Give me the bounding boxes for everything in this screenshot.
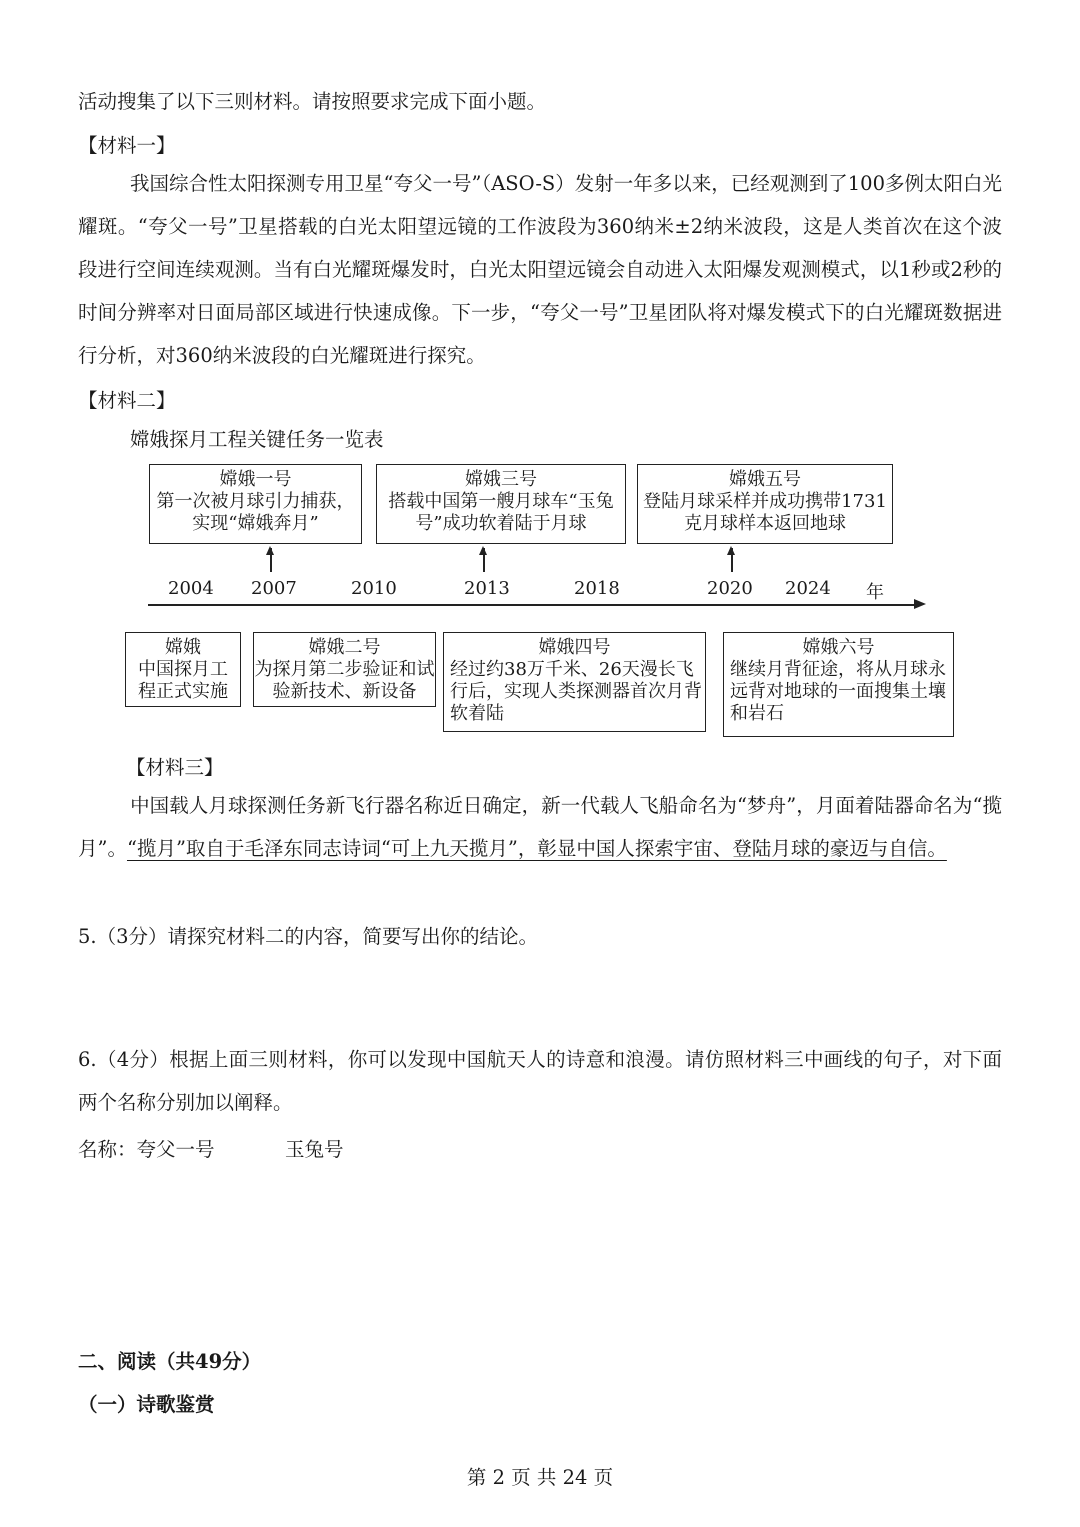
material1-text xyxy=(78,162,1002,377)
timeline-box-change4 xyxy=(443,632,706,732)
timeline-box-change1 xyxy=(149,464,362,544)
year-label: 2020 xyxy=(707,578,753,599)
material1-heading: 【材料一】 xyxy=(78,134,176,157)
material3-heading: 【材料三】 xyxy=(126,756,224,779)
year-label: 2018 xyxy=(574,578,620,599)
box-desc: 登陆月球采样并成功携带1731克月球样本返回地球 xyxy=(643,491,887,534)
arrow-up-icon xyxy=(731,548,733,572)
arrow-up-icon xyxy=(483,548,485,572)
timeline-title: 嫦娥探月工程关键任务一览表 xyxy=(130,428,384,451)
box-desc: 中国探月工程正式实施 xyxy=(138,659,228,702)
box-desc: 继续月背征途，将从月球永远背对地球的一面搜集土壤和岩石 xyxy=(730,659,946,724)
box-title: 嫦娥五号 xyxy=(729,469,801,490)
material1-body: 我国综合性太阳探测专用卫星“夸父一号”（ASO-S）发射一年多以来，已经观测到了100多例太阳白光耀斑。“夸父一号”卫星搭载的白光太阳望远镜的工作波段为360纳米±2纳米波段，这是人类首次在这个波段进行空间连续观测。当有白光耀斑爆发时，白光太阳望远镜会自动进入太阳爆发观测模式，以1秒或2秒的时间分辨率对日面局部区域进行快速成像。下一步，“夸父一号”卫星团队将对爆发模式下的白光耀斑数据进行分析，对360纳米波段的白光耀斑进行探究。 xyxy=(78,172,1002,367)
timeline-axis xyxy=(148,604,918,606)
box-title: 嫦娥 xyxy=(165,637,201,658)
timeline-box-change2 xyxy=(253,632,436,707)
timeline-box-change3 xyxy=(376,464,626,544)
box-desc: 为探月第二步验证和试验新技术、新设备 xyxy=(254,659,435,702)
year-label: 2010 xyxy=(351,578,397,599)
material2-heading: 【材料二】 xyxy=(78,389,176,412)
material3-underlined: “揽月”取自于毛泽东同志诗词“可上九天揽月”，彰显中国人探索宇宙、登陆月球的豪迈与自信。 xyxy=(126,837,947,860)
year-label: 2004 xyxy=(168,578,214,599)
box-desc: 第一次被月球引力捕获，实现“嫦娥奔月” xyxy=(156,491,355,534)
year-label: 2007 xyxy=(251,578,297,599)
box-desc: 搭载中国第一艘月球车“玉兔号”成功软着陆于月球 xyxy=(388,491,614,534)
box-title: 嫦娥六号 xyxy=(802,637,875,658)
material3-text xyxy=(78,784,1002,870)
arrow-up-icon xyxy=(270,548,272,572)
page-footer: 第 2 页 共 24 页 xyxy=(466,1466,614,1489)
question-6: 6.（4分）根据上面三则材料，你可以发现中国航天人的诗意和浪漫。请仿照材料三中画线的句子，对下面两个名称分别加以阐释。 xyxy=(78,1048,1002,1114)
timeline-box-change-start xyxy=(125,632,241,707)
section2-heading: 二、阅读（共49分） xyxy=(78,1350,262,1373)
intro-line: 活动搜集了以下三则材料。请按照要求完成下面小题。 xyxy=(78,90,547,113)
year-label: 2024 xyxy=(785,578,831,599)
box-title: 嫦娥四号 xyxy=(538,637,611,658)
material3-plain: 中国载人月球探测任务新飞行器名称近日确定，新一代载人飞船命名为“梦舟”，月面着陆器命名为“揽月”。 xyxy=(78,794,1002,860)
box-title: 嫦娥一号 xyxy=(219,469,292,490)
year-label: 2013 xyxy=(464,578,510,599)
box-desc: 经过约38万千米、26天漫长飞行后，实现人类探测器首次月背软着陆 xyxy=(450,659,702,724)
names-label: 名称：夸父一号 xyxy=(78,1138,215,1161)
box-title: 嫦娥三号 xyxy=(465,469,537,490)
name-yutu: 玉兔号 xyxy=(285,1138,344,1161)
box-title: 嫦娥二号 xyxy=(308,637,381,658)
axis-unit: 年 xyxy=(866,582,884,603)
arrow-right-icon xyxy=(914,599,926,609)
timeline-box-change5 xyxy=(637,464,893,544)
section2-sub: （一）诗歌鉴赏 xyxy=(78,1393,215,1416)
timeline-box-change6 xyxy=(723,632,954,737)
question-5: 5.（3分）请探究材料二的内容，简要写出你的结论。 xyxy=(78,925,539,948)
